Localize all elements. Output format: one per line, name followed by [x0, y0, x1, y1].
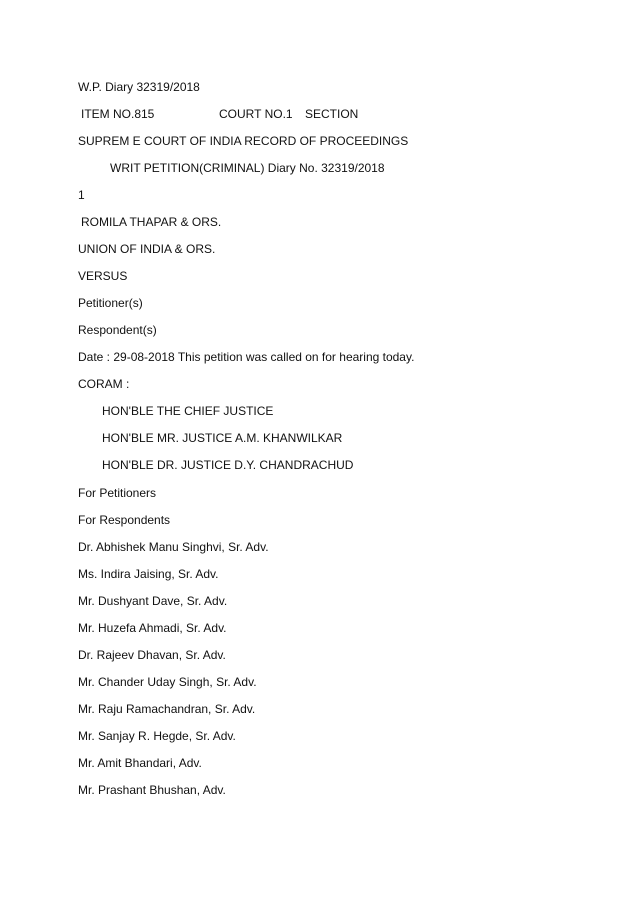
respondent-label: Respondent(s) — [78, 323, 157, 337]
advocate-item: Mr. Raju Ramachandran, Sr. Adv. — [78, 702, 256, 716]
advocate-item: Mr. Amit Bhandari, Adv. — [78, 756, 202, 770]
item-row — [78, 107, 478, 121]
judge-item: HON'BLE THE CHIEF JUSTICE — [102, 404, 274, 418]
petition-title: WRIT PETITION(CRIMINAL) Diary No. 32319/2018 — [110, 161, 385, 175]
advocate-item: Mr. Chander Uday Singh, Sr. Adv. — [78, 675, 257, 689]
advocate-item: Dr. Abhishek Manu Singhvi, Sr. Adv. — [78, 540, 269, 554]
judge-item: HON'BLE DR. JUSTICE D.Y. CHANDRACHUD — [102, 458, 354, 472]
case-number: 1 — [78, 188, 85, 202]
for-respondents-label: For Respondents — [78, 513, 171, 527]
advocate-item: Mr. Sanjay R. Hegde, Sr. Adv. — [78, 729, 236, 743]
coram-label: CORAM : — [78, 377, 130, 391]
advocate-item: Mr. Prashant Bhushan, Adv. — [78, 783, 226, 797]
advocate-item: Mr. Huzefa Ahmadi, Sr. Adv. — [78, 621, 227, 635]
respondent-name: UNION OF INDIA & ORS. — [78, 242, 216, 256]
petitioner-label: Petitioner(s) — [78, 296, 143, 310]
petitioner-name: ROMILA THAPAR & ORS. — [81, 215, 222, 229]
advocate-item: Dr. Rajeev Dhavan, Sr. Adv. — [78, 648, 226, 662]
item-number: ITEM NO.815 — [81, 107, 155, 121]
court-number: COURT NO.1 — [219, 107, 293, 121]
advocate-item: Ms. Indira Jaising, Sr. Adv. — [78, 567, 219, 581]
judge-item: HON'BLE MR. JUSTICE A.M. KHANWILKAR — [102, 431, 343, 445]
section-label: SECTION — [305, 107, 359, 121]
date-line: Date : 29-08-2018 This petition was called on for hearing today. — [78, 350, 415, 364]
advocate-item: Mr. Dushyant Dave, Sr. Adv. — [78, 594, 228, 608]
for-petitioners-label: For Petitioners — [78, 486, 157, 500]
diary-line: W.P. Diary 32319/2018 — [78, 80, 200, 94]
versus-label: VERSUS — [78, 269, 128, 283]
court-header: SUPREM E COURT OF INDIA RECORD OF PROCEEDINGS — [78, 134, 409, 148]
